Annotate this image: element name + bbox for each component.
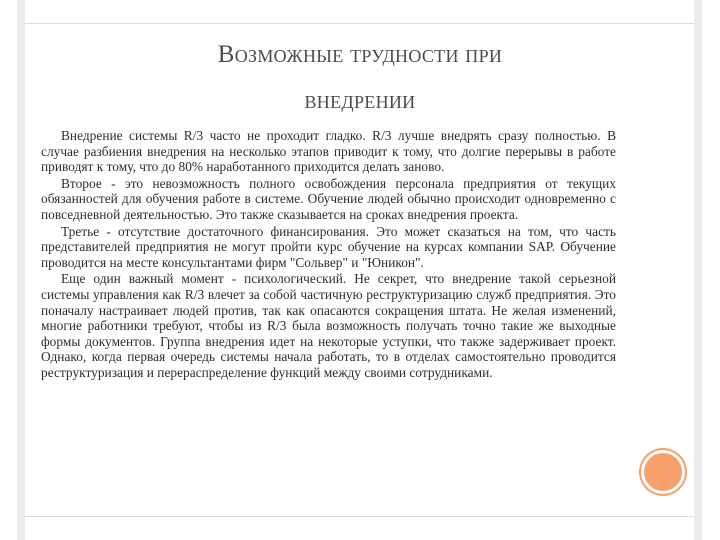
paragraph-training: Второе - это невозможность полного освобождения персонала предприятия от текущих обязанностей для обучения работе в системе. Обучение людей обычно происходит одновременно с повседневной деятельностью. Это также сказывается на сроках внедрения проекта. bbox=[41, 175, 616, 222]
paragraph-psychology: Еще один важный момент - психологический. Не секрет, что внедрение такой серьезной системы управления как R/3 влечет за собой частичную реструктуризацию служб предприятия. Это поначалу настраивает людей против, так как опасаются сокращения штата. Не желая изменений, многие работники требуют, чтобы из R/3 была возможность получать точно такие же выходные формы документов. Группа внедрения идет на некоторые уступки, что также задерживает проект. Однако, когда первая очередь системы начала работать, то в отделах самостоятельно проводится реструктуризация и перераспределение функций между своими сотрудниками. bbox=[41, 271, 616, 380]
top-border-line bbox=[25, 23, 694, 24]
slide-title bbox=[60, 32, 660, 124]
paragraph-financing: Третье - отсутствие достаточного финансирования. Это может сказаться на том, что часть представителей предприятия не могут пройти курс обучение на курсах компании SAP. Обучение проводится на месте консультантами фирм "Сольвер" и "Юникон". bbox=[41, 223, 616, 270]
circle-ornament bbox=[641, 450, 685, 494]
left-decorative-bar bbox=[17, 0, 25, 540]
right-decorative-bar bbox=[694, 0, 702, 540]
paragraph-implementation: Внедрение системы R/3 часто не проходит гладко. R/3 лучше внедрять сразу полностью. В случае разбиения внедрения на несколько этапов приводит к тому, что долгие перерывы в работе приводят к тому, что до 80% наработанного приходится делать заново. bbox=[41, 128, 616, 175]
slide-title-line-1: Возможные трудности при bbox=[217, 41, 503, 68]
bottom-border-line bbox=[25, 516, 694, 517]
slide-body bbox=[41, 128, 616, 382]
slide-title-line-2: внедрении bbox=[304, 87, 416, 114]
